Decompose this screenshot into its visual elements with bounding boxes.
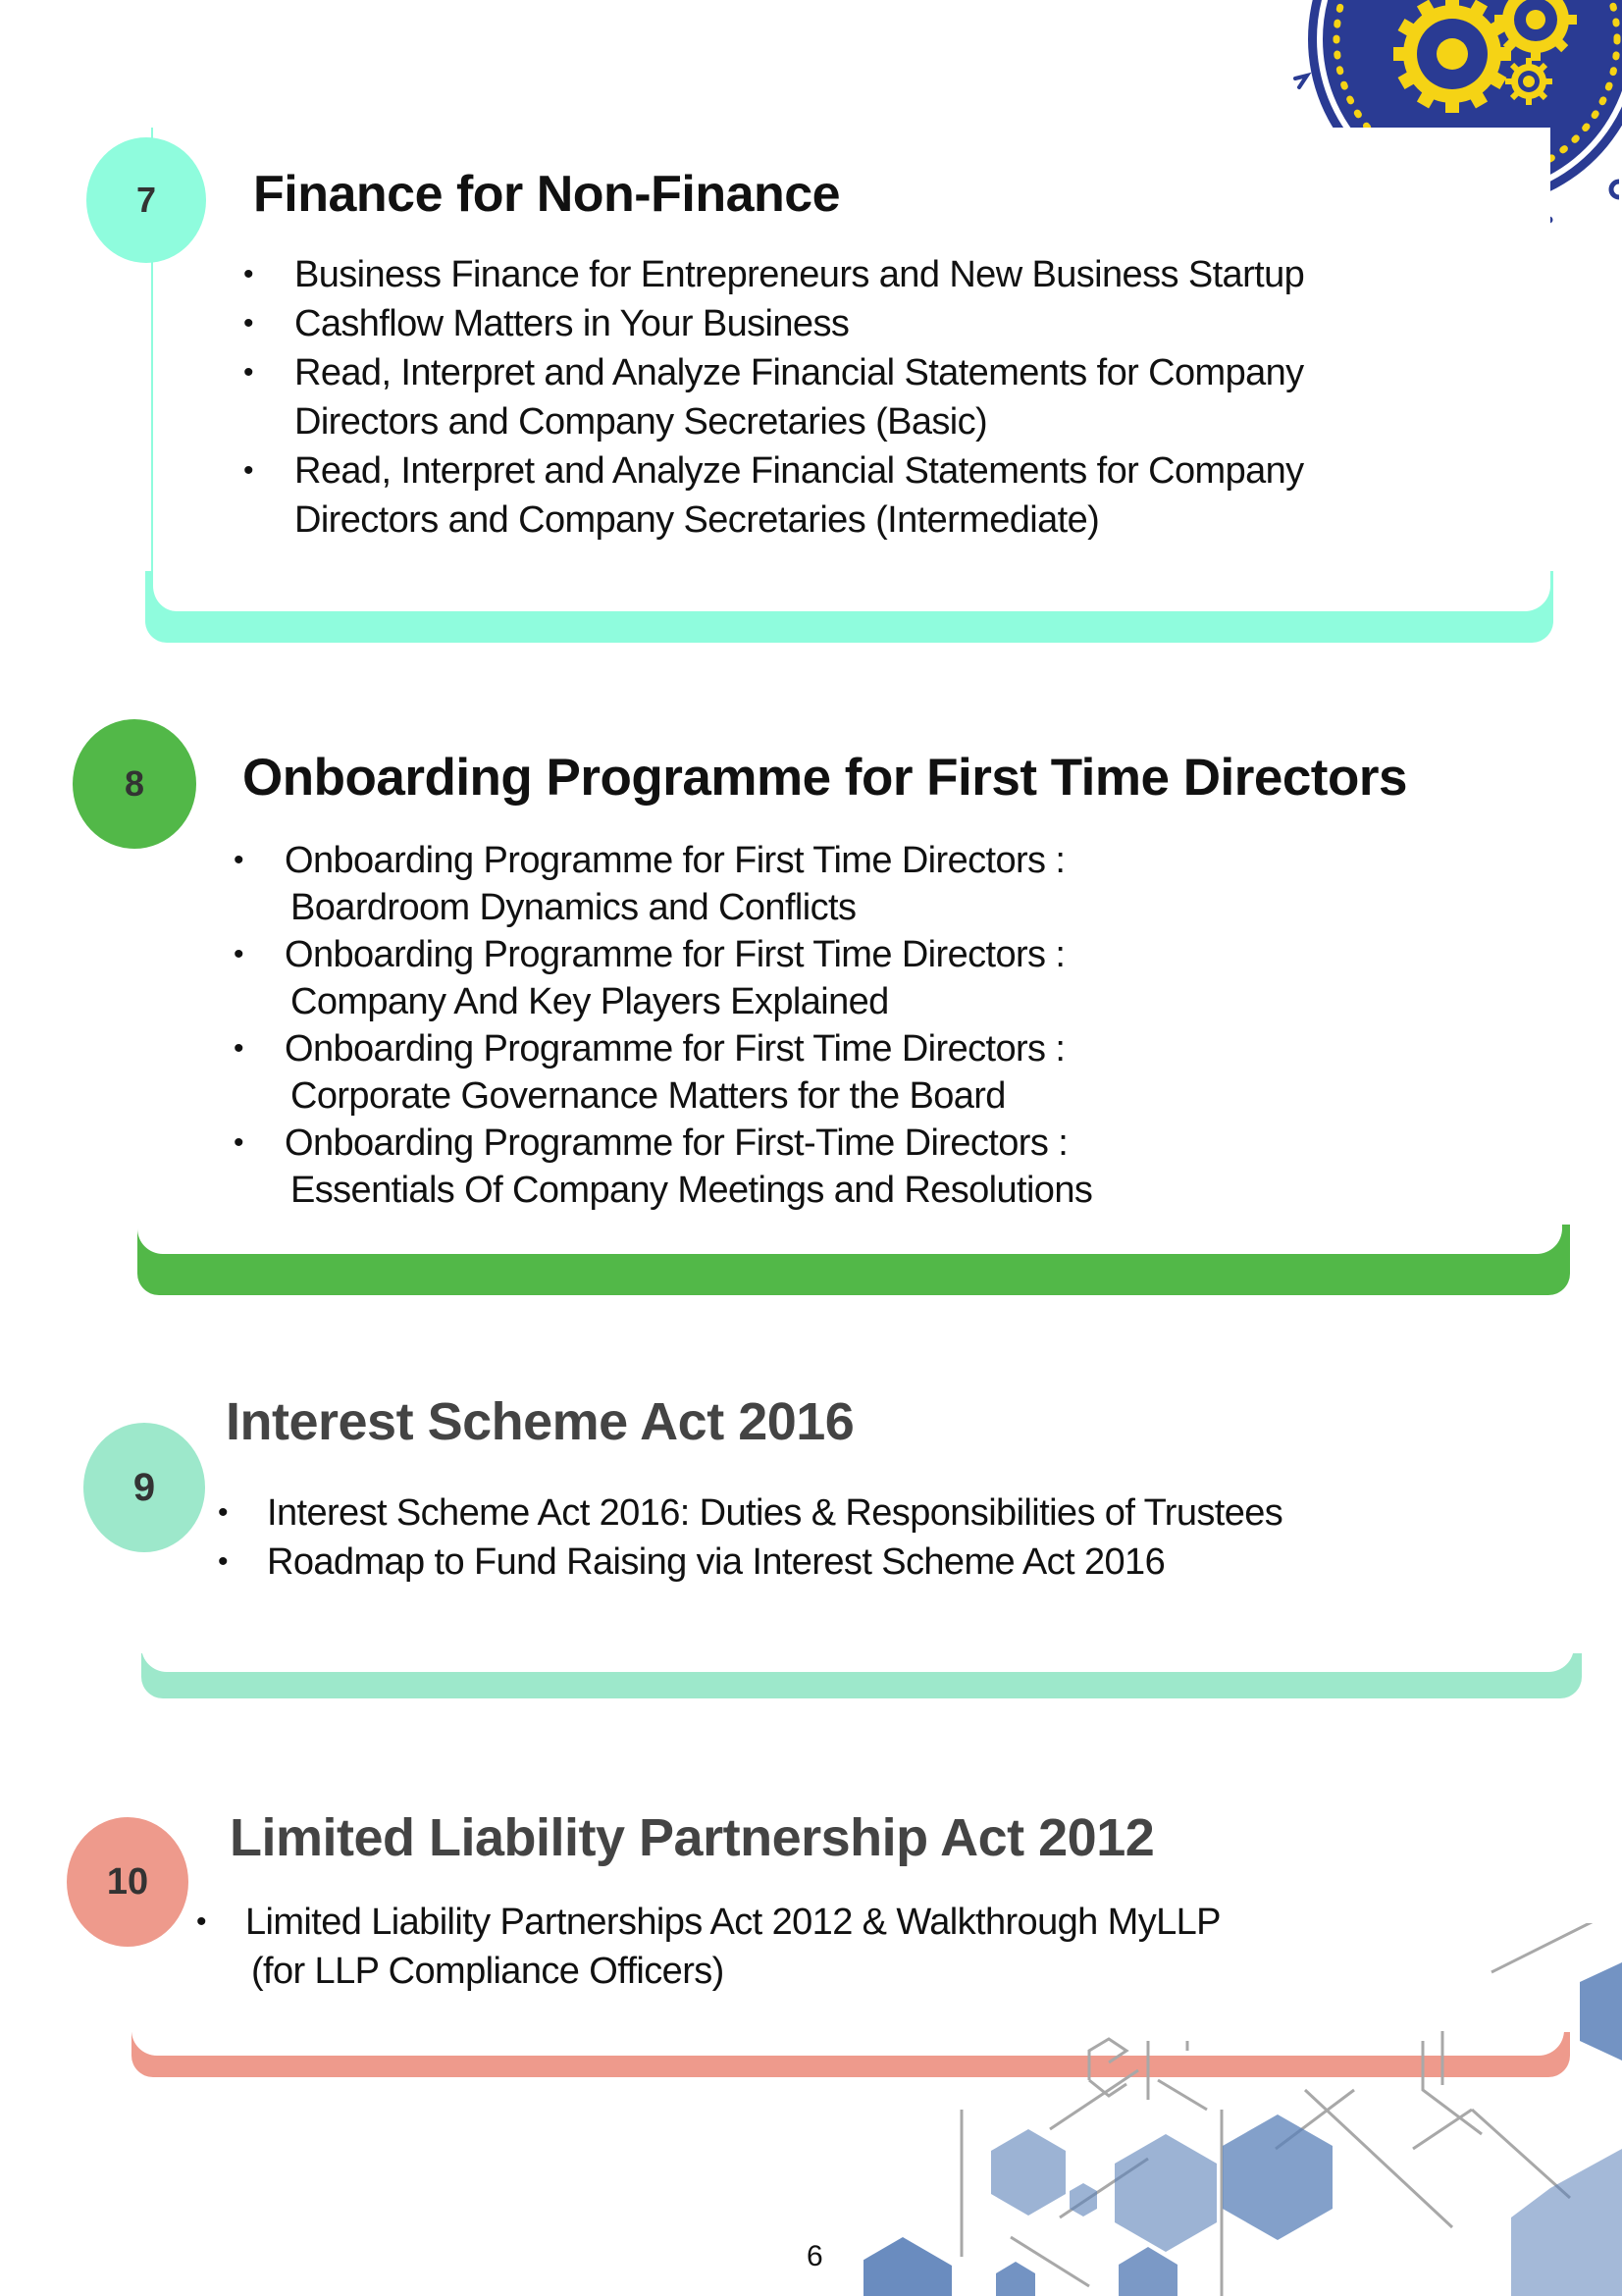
bullet-icon: • [243,307,253,339]
section-number: 7 [135,180,157,220]
hexagon-pattern-icon [863,1923,1622,2296]
section-number: 10 [106,1860,149,1903]
section-title: Interest Scheme Act 2016 [226,1392,855,1451]
section-9-number-badge [83,1423,205,1552]
bullet-icon: • [218,1545,228,1578]
list-item [243,250,1305,299]
item-text: Onboarding Programme for First Time Directors : [285,1028,1066,1070]
list-item [243,299,1304,348]
bullet-icon: • [218,1496,228,1529]
course-list [243,250,1305,545]
list-item [234,931,1092,1025]
section-number: 9 [132,1465,156,1509]
item-text: Essentials Of Company Meetings and Resolutions [290,1170,1093,1211]
bullet-icon: • [234,1032,243,1065]
item-text: Corporate Governance Matters for the Board [290,1075,1006,1117]
list-item [234,837,1092,931]
item-text: Interest Scheme Act 2016: Duties & Responsibilities of Trustees [267,1492,1283,1534]
bullet-icon: • [196,1905,206,1938]
bullet-icon: • [243,356,253,389]
list-item [243,348,1304,446]
course-list [234,837,1093,1214]
section-number: 8 [124,763,145,804]
section-10-number-badge [67,1817,188,1947]
list-item [218,1488,1283,1538]
section-title: Limited Liability Partnership Act 2012 [230,1808,1155,1867]
item-text: Onboarding Programme for First-Time Directors : [285,1122,1069,1164]
item-text: Read, Interpret and Analyze Financial Statements for Company [294,352,1304,393]
bullet-icon: • [234,938,243,970]
item-text: Company And Key Players Explained [290,981,889,1022]
section-7-number-badge [86,137,206,263]
bullet-icon: • [234,844,243,876]
page-number: 6 [807,2240,823,2272]
item-text: Directors and Company Secretaries (Intermediate) [294,499,1100,541]
list-item [243,446,1304,545]
bullet-icon: • [243,258,253,290]
list-item [234,1025,1092,1120]
bullet-icon: • [243,454,253,487]
item-text: Roadmap to Fund Raising via Interest Scheme Act 2016 [267,1541,1166,1583]
item-text: (for LLP Compliance Officers) [251,1951,724,1992]
course-list [218,1488,1283,1587]
item-text: Cashflow Matters in Your Business [294,303,850,344]
bullet-icon: • [234,1126,243,1159]
item-text: Limited Liability Partnerships Act 2012 & Walkthrough MyLLP [245,1902,1221,1943]
section-9-card [141,1590,1574,1672]
list-item [234,1120,1093,1214]
item-text: Onboarding Programme for First Time Directors : [285,934,1066,975]
item-text: Onboarding Programme for First Time Directors : [285,840,1066,881]
item-text: Boardroom Dynamics and Conflicts [290,887,857,928]
section-title: Finance for Non-Finance [253,166,841,223]
section-title: Onboarding Programme for First Time Directors [242,749,1407,807]
item-text: Read, Interpret and Analyze Financial Statements for Company [294,450,1304,492]
item-text: Business Finance for Entrepreneurs and New Business Startup [294,254,1305,295]
item-text: Directors and Company Secretaries (Basic) [294,401,988,443]
list-item [218,1538,1282,1587]
section-8-number-badge [73,719,196,849]
